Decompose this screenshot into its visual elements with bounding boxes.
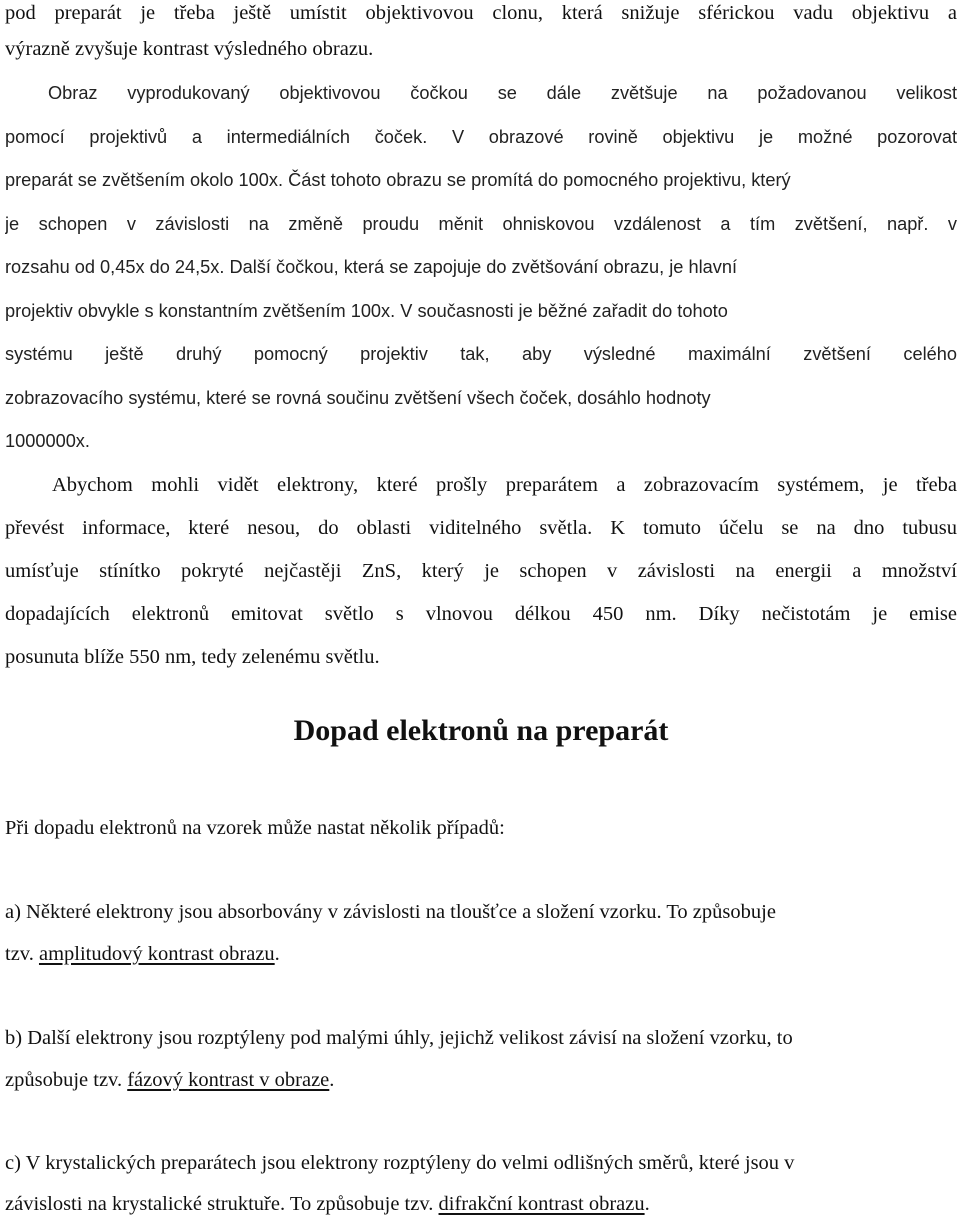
para1-line-8: zobrazovacího systému, které se rovná součinu zvětšení všech čoček, dosáhlo hodnoty	[5, 388, 711, 408]
para1-line-5a: rozsahu od 0,45x do 24,5x.	[5, 257, 225, 277]
item-c-line-1: c) V krystalických preparátech jsou elektrony rozptýleny do velmi odlišných směrů, které jsou v	[5, 1152, 795, 1174]
para1-line-6b: V současnosti je běžné zařadit do tohoto	[400, 301, 728, 321]
para1-line-6-wrap	[5, 298, 957, 324]
lead-text: Při dopadu elektronů na vzorek může nastat několik případů:	[5, 817, 505, 839]
item-c-suffix: .	[644, 1193, 650, 1215]
item-b-line-1: b) Další elektrony jsou rozptýleny pod malými úhly, jejichž velikost závisí na složení vzorku, to	[5, 1027, 793, 1049]
intro-line-2: výrazně zvyšuje kontrast výsledného obrazu.	[5, 38, 374, 60]
para2-line-3: umísťuje stínítko pokryté nejčastěji ZnS, který je schopen v závislosti na energii a množství	[5, 560, 957, 582]
para1-line-5-wrap	[5, 254, 957, 280]
item-b-line-2	[5, 1067, 957, 1093]
para1-line-1: Obraz vyprodukovaný objektivovou čočkou se dále zvětšuje na požadovanou velikost	[48, 83, 957, 103]
section-heading: Dopad elektronů na preparát	[293, 714, 669, 747]
para2-line-2: převést informace, které nesou, do oblasti viditelného světla. K tomuto účelu se na dno tubusu	[5, 517, 957, 539]
intro-line-1: pod preparát je třeba ještě umístit objektivovou clonu, která snižuje sférickou vadu objektivu a	[5, 2, 957, 24]
para1-line-3a: preparát se zvětšením okolo 100x.	[5, 170, 284, 190]
para2-line-1: Abychom mohli vidět elektrony, které prošly preparátem a zobrazovacím systémem, je třeba	[52, 474, 957, 496]
item-a-prefix: tzv.	[5, 943, 39, 965]
para2-line-4: dopadajících elektronů emitovat světlo s vlnovou délkou 450 nm. Díky nečistotám je emise	[5, 603, 957, 625]
item-a-suffix: .	[274, 943, 280, 965]
para1-line-7: systému ještě druhý pomocný projektiv tak, aby výsledné maximální zvětšení celého	[5, 344, 957, 364]
para1-line-2: pomocí projektivů a intermediálních čoček. V obrazové rovině objektivu je možné pozorovat	[5, 127, 957, 147]
item-a-term: amplitudový kontrast obrazu	[38, 943, 275, 965]
para1-line-5b: Další čočkou, která se zapojuje do zvětšování obrazu, je hlavní	[229, 257, 737, 277]
item-b-prefix: způsobuje tzv.	[5, 1069, 128, 1091]
para1-line-4: je schopen v závislosti na změně proudu měnit ohniskovou vzdálenost a tím zvětšení, např. v	[5, 214, 957, 234]
para2-line-5: posunuta blíže 550 nm, tedy zelenému světlu.	[5, 646, 380, 668]
para1-line-6a: projektiv obvykle s konstantním zvětšením 100x.	[5, 301, 396, 321]
para1-line-9: 1000000x.	[5, 431, 90, 451]
para1-line-3-wrap	[5, 167, 957, 193]
item-a-line-2	[5, 941, 957, 967]
item-b-term: fázový kontrast v obraze	[127, 1069, 330, 1091]
item-c-line-2	[5, 1191, 957, 1217]
item-c-prefix: závislosti na krystalické struktuře. To způsobuje tzv.	[5, 1193, 439, 1215]
para1-line-3b: Část tohoto obrazu se promítá do pomocného projektivu, který	[288, 170, 791, 190]
item-a-line-1: a) Některé elektrony jsou absorbovány v závislosti na tloušťce a složení vzorku. To způsobuje	[5, 901, 776, 923]
item-b-suffix: .	[329, 1069, 335, 1091]
item-c-term: difrakční kontrast obrazu	[438, 1193, 645, 1215]
